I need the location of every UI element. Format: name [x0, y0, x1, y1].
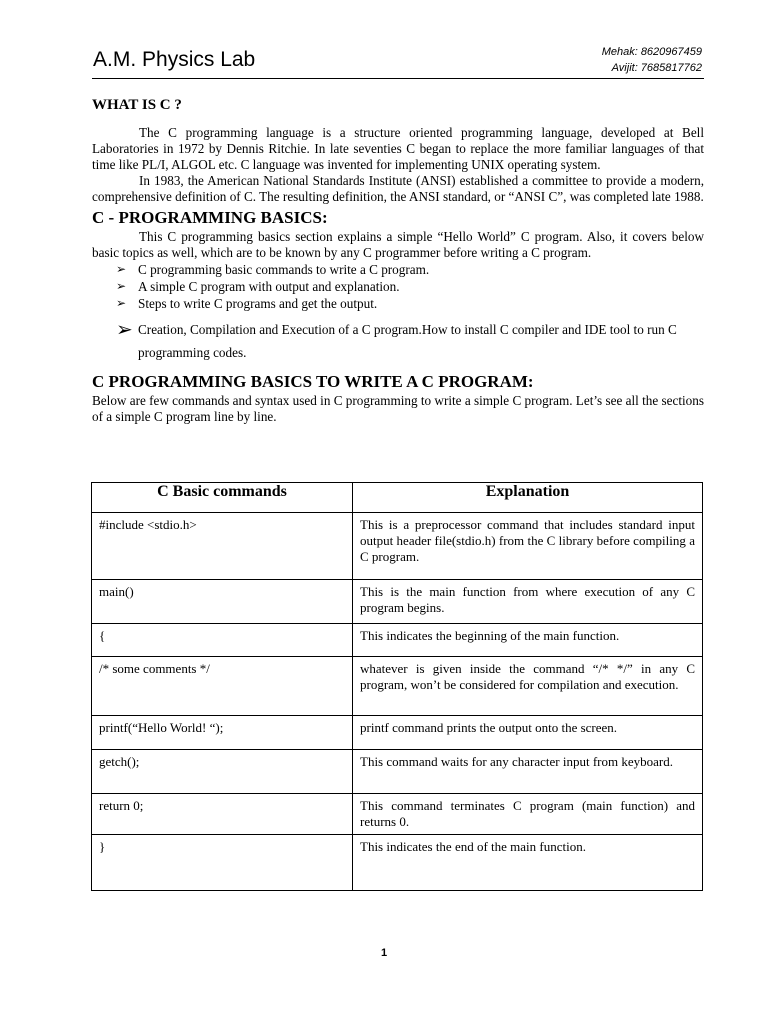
explanation-cell: printf command prints the output onto the screen. [353, 716, 703, 750]
table-row [92, 716, 703, 750]
table-row [92, 794, 703, 835]
command-cell: } [92, 835, 353, 891]
column-header-explanation: Explanation [353, 483, 703, 513]
command-cell: getch(); [92, 750, 353, 794]
command-cell: return 0; [92, 794, 353, 835]
command-cell: /* some comments */ [92, 657, 353, 716]
paragraph-c-history: The C programming language is a structure oriented programming language, developed at Bell Laboratories in 1972 by Dennis Ritchie. In late seventies C began to replace the more familiar languages of that time like PL/I, ALGOL etc. C language was invented for implementing UNIX operating system. [92, 125, 704, 172]
lab-title: A.M. Physics Lab [93, 48, 256, 71]
page-header [92, 40, 704, 79]
paragraph-ansi: In 1983, the American National Standards Institute (ANSI) established a committee to provide a modern, comprehensive definition of C. The resulting definition, the ANSI standard, or “ANSI C”, was completed late 1988. [92, 173, 704, 204]
paragraph-basics-intro: This C programming basics section explains a simple “Hello World” C program. Also, it covers below basic topics as well, which are to be known by any C programmer before writing a C program. [92, 229, 704, 260]
heading-write-program: C PROGRAMMING BASICS TO WRITE A C PROGRAM: [92, 372, 534, 391]
list-item-text: Creation, Compilation and Execution of a C program.How to install C compiler and IDE tool to run C programming codes. [138, 322, 677, 360]
page-number: 1 [380, 947, 388, 959]
table-row [92, 657, 703, 716]
arrow-bullet-icon: ➢ [116, 296, 127, 310]
arrow-bullet-icon: ➢ [116, 317, 133, 341]
contact-info [602, 44, 702, 76]
list-item [116, 295, 704, 312]
list-item [116, 278, 704, 295]
heading-programming-basics: C - PROGRAMMING BASICS: [92, 208, 328, 227]
table-row [92, 750, 703, 794]
command-cell: { [92, 624, 353, 657]
table-row [92, 624, 703, 657]
command-cell: main() [92, 580, 353, 624]
command-cell: #include <stdio.h> [92, 513, 353, 580]
explanation-cell: This indicates the end of the main function. [353, 835, 703, 891]
explanation-cell: This command terminates C program (main function) and returns 0. [353, 794, 703, 835]
heading-what-is-c: WHAT IS C ? [92, 97, 182, 113]
explanation-cell: whatever is given inside the command “/* */” in any C program, won’t be considered for compilation and execution. [353, 657, 703, 716]
list-item [116, 261, 704, 278]
table-row [92, 580, 703, 624]
table-row [92, 513, 703, 580]
list-item-text: A simple C program with output and explanation. [138, 279, 400, 294]
basics-topic-list [92, 261, 704, 364]
explanation-cell: This command waits for any character input from keyboard. [353, 750, 703, 794]
arrow-bullet-icon: ➢ [116, 262, 127, 276]
list-item-text: Steps to write C programs and get the output. [138, 296, 378, 311]
explanation-cell: This is the main function from where execution of any C program begins. [353, 580, 703, 624]
explanation-cell: This indicates the beginning of the main function. [353, 624, 703, 657]
document-body [92, 95, 704, 425]
column-header-commands: C Basic commands [92, 483, 353, 513]
table-header-row [92, 483, 703, 513]
explanation-cell: This is a preprocessor command that includes standard input output header file(stdio.h) from the C library before compiling a C program. [353, 513, 703, 580]
list-item [116, 318, 704, 364]
contact-mehak: Mehak: 8620967459 [601, 46, 702, 58]
list-item-text: C programming basic commands to write a C program. [138, 262, 430, 277]
paragraph-write-intro: Below are few commands and syntax used in C programming to write a simple C program. Let’s see all the sections of a simple C program line by line. [92, 393, 704, 424]
arrow-bullet-icon: ➢ [116, 279, 127, 293]
command-cell: printf(“Hello World! “); [92, 716, 353, 750]
table-row [92, 835, 703, 891]
contact-avijit: Avijit: 7685817762 [611, 62, 702, 74]
commands-table [91, 482, 703, 891]
